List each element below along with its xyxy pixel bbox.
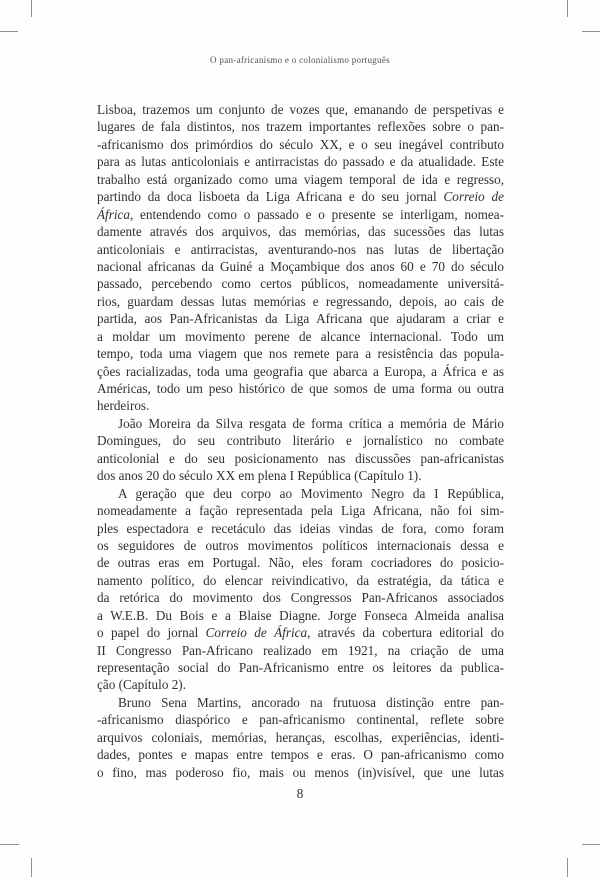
- running-header: O pan-africanismo e o colonialismo português: [210, 55, 390, 65]
- text-line: herdeiros.: [97, 398, 150, 414]
- text-line: ção (Capítulo 2).: [97, 677, 186, 693]
- text-line: II Congresso Pan-Africano realizado em 1921, na criação de uma: [97, 642, 504, 658]
- text-line: ções racializadas, toda uma geografia que abarca a Europa, a África e as: [97, 363, 504, 379]
- text-line: trabalho está organizado como uma viagem temporal de ida e regresso,: [97, 171, 504, 187]
- text-line: a moldar um movimento perene de alcance internacional. Todo um: [97, 328, 504, 344]
- crop-mark-top-left-horizontal: [0, 31, 18, 32]
- body-text: [97, 101, 504, 781]
- text-line: Américas, todo um peso histórico de que somos de uma forma ou outra: [97, 381, 504, 396]
- text-line: Lisboa, trazemos um conjunto de vozes que, emanando de perspetivas e: [97, 102, 504, 117]
- text-line: Domingues, do seu contributo literário e jornalístico no combate: [97, 433, 504, 449]
- crop-mark-top-right-horizontal: [582, 31, 600, 32]
- text-line: lugares de fala distintos, nos trazem importantes reflexões sobre o pan-: [97, 119, 504, 135]
- text-line: dos anos 20 do século XX em plena I República (Capítulo 1).: [97, 468, 422, 484]
- text-line: -africanismo diaspórico e pan-africanismo continental, reflete sobre: [97, 712, 504, 728]
- page-number: 8: [296, 786, 304, 801]
- text-line: A geração que deu corpo ao Movimento Negro da I República,: [118, 485, 504, 501]
- text-line: rios, guardam dessas lutas memórias e regressando, depois, ao cais de: [97, 293, 504, 309]
- text-line: arquivos coloniais, memórias, heranças, escolhas, experiências, identi-: [97, 729, 504, 745]
- text-line: dades, pontes e mapas entre tempos e eras. O pan-africanismo como: [97, 747, 504, 763]
- text-line: ples espectadora e recetáculo das ideias vindas de fora, como foram: [97, 520, 504, 536]
- crop-mark-bottom-left-vertical: [31, 858, 32, 877]
- text-line: o papel do jornal Correio de África, através da cobertura editorial do: [97, 625, 504, 641]
- text-line: a W.E.B. Du Bois e a Blaise Diagne. Jorge Fonseca Almeida analisa: [97, 607, 504, 623]
- text-line: partida, aos Pan-Africanistas da Liga Africana que ajudaram a criar e: [97, 311, 504, 327]
- text-line: nacional africanas da Guiné a Moçambique dos anos 60 e 70 do século: [97, 258, 504, 274]
- text-line: representação social do Pan-Africanismo entre os leitores da publica-: [97, 660, 504, 675]
- text-line: África, entendendo como o passado e o presente se interligam, nomea-: [97, 206, 504, 222]
- crop-mark-top-left-vertical: [31, 0, 32, 17]
- text-line: Bruno Sena Martins, ancorado na frutuosa distinção entre pan-: [118, 694, 504, 710]
- text-line: o fino, mas poderoso fio, mais ou menos (in)visível, que une lutas: [97, 764, 504, 780]
- text-line: nomeadamente a fação representada pela Liga Africana, não foi sim-: [97, 503, 504, 519]
- text-line: anticolonial e do seu posicionamento nas discussões pan-africanistas: [97, 450, 504, 466]
- crop-mark-top-right-vertical: [567, 0, 568, 17]
- text-line: damente através dos arquivos, das memórias, das sucessões das lutas: [97, 224, 504, 240]
- crop-mark-bottom-right-horizontal: [582, 844, 600, 845]
- text-line: namento político, do elencar reivindicativo, da estratégia, da tática e: [97, 572, 504, 588]
- crop-mark-bottom-left-horizontal: [0, 844, 19, 845]
- text-line: partindo da doca lisboeta da Liga Africana e do seu jornal Correio de: [97, 189, 504, 205]
- text-line: da retórica do movimento dos Congressos Pan-Africanos associados: [97, 590, 504, 606]
- text-line: de outras eras em Portugal. Não, eles foram cocriadores do posicio-: [97, 555, 504, 571]
- text-line: -africanismo dos primórdios do século XX, e o seu inegável contributo: [97, 136, 504, 152]
- text-line: para as lutas anticoloniais e antirracistas do passado e da atualidade. Este: [97, 154, 504, 170]
- text-line: os seguidores de outros movimentos políticos internacionais dessa e: [97, 537, 504, 553]
- text-line: passado, percebendo como certos públicos, nomeadamente universitá-: [97, 276, 504, 292]
- text-line: tempo, toda uma viagem que nos remete para a resistência das popula-: [97, 346, 504, 362]
- crop-mark-bottom-right-vertical: [567, 858, 568, 877]
- text-line: anticoloniais e antirracistas, aventurando-nos nas lutas de libertação: [97, 241, 504, 257]
- text-line: João Moreira da Silva resgata de forma crítica a memória de Mário: [118, 415, 504, 431]
